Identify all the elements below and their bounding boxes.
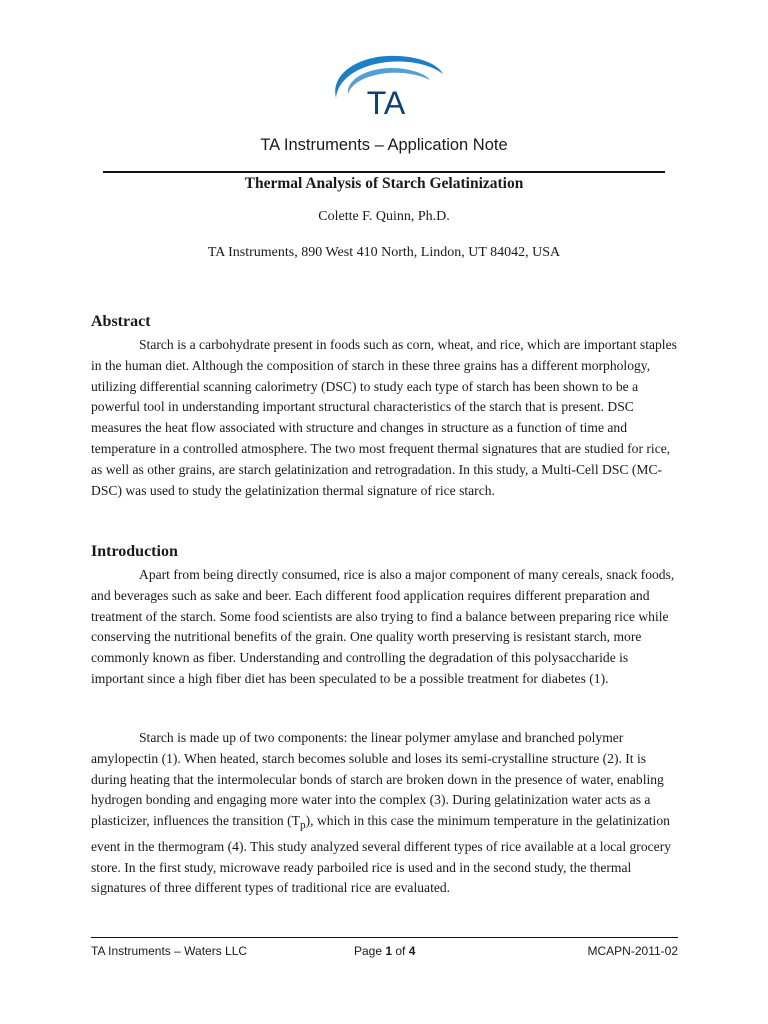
page-current: 1 [385,944,393,958]
author-name: Colette F. Quinn, Ph.D. [318,209,450,224]
footer-company: TA Instruments – Waters LLC [91,944,248,958]
logo-text: TA [366,85,406,121]
footer-rule [91,937,678,938]
ta-logo [322,50,446,122]
transition-subscript: p [299,819,306,832]
introduction-heading: Introduction [91,543,178,560]
abstract-heading: Abstract [91,313,151,330]
page-total: 4 [408,944,416,958]
page-prefix: Page [354,944,386,958]
footer-page-number [354,944,415,958]
introduction-text-2b: ), which in this case the minimum temperature in the gelatinization event in the thermogram (4). This study analyzed several different types of rice available at a local grocery store. In the first study, microwave ready parboiled rice is used and in the second study, the thermal signatures of three different types of traditional rice are evaluated. [91,813,672,896]
introduction-text-1: Apart from being directly consumed, rice is also a major component of many cereals, snack foods, and beverages such as sake and beer. Each different food application requires different preparation and treatment of the starch. Some food scientists are also trying to find a balance between preparing rice while conserving the nutritional benefits of the grain. One quality worth preserving is resistant starch, more commonly known as fiber. Understanding and controlling the degradation of this polysaccharide is important since a high fiber diet has been speculated to be a possible treatment for diabetes (1). [91,567,675,686]
abstract-paragraph [91,335,679,501]
introduction-paragraph-2 [91,728,679,899]
author-address: TA Instruments, 890 West 410 North, Lindon, UT 84042, USA [207,245,561,260]
introduction-paragraph-1 [91,565,679,690]
page-mid: of [392,944,409,958]
document-title: Thermal Analysis of Starch Gelatinization [244,175,524,192]
footer-document-id: MCAPN-2011-02 [587,944,678,958]
header-rule [103,171,665,173]
application-note-label: TA Instruments – Application Note [260,136,508,154]
introduction-text-2a: Starch is made up of two components: the linear polymer amylase and branched polymer amylopectin (1). When heated, starch becomes soluble and loses its semi-crystalline structure (2). It is during heating that the intermolecular bonds of starch are broken down in the presence of water, enabling hydrogen bonding and engaging more water into the complex (3). During gelatinization water acts as a plasticizer, influences the transition (T [91,730,664,829]
abstract-text: Starch is a carbohydrate present in foods such as corn, wheat, and rice, which are important staples in the human diet. Although the composition of starch in these three grains has a different morphology, utilizing differential scanning calorimetry (DSC) to study each type of starch has been shown to be a powerful tool in understanding important structural characteristics of the starch that is present. DSC measures the heat flow associated with structure and changes in structure as a function of time and temperature in a controlled atmosphere. The two most frequent thermal signatures that are studied for rice, as well as other grains, are starch gelatinization and retrogradation. In this study, a Multi-Cell DSC (MC-DSC) was used to study the gelatinization thermal signature of rice starch. [91,337,677,498]
